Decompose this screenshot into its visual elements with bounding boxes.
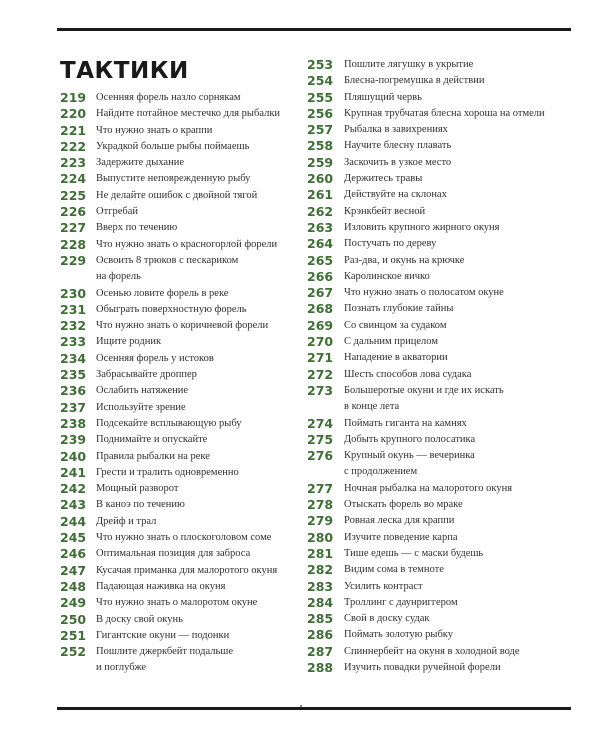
entry-title-line: Забрасывайте дроппер	[96, 369, 197, 381]
entry-number: 257	[307, 122, 334, 138]
contents-entry	[307, 106, 569, 122]
entry-number: 273	[307, 382, 334, 398]
entry-title	[344, 57, 569, 73]
entry-number: 243	[60, 497, 87, 513]
entry-title	[344, 171, 569, 187]
contents-entry	[307, 595, 569, 611]
entry-title-line: Мощный разворот	[96, 483, 179, 495]
entry-number: 253	[307, 57, 334, 72]
entry-number: 267	[307, 285, 334, 301]
entry-title	[96, 220, 292, 236]
entry-title	[344, 611, 569, 627]
entry-number: 263	[307, 219, 334, 235]
entry-number: 227	[60, 220, 87, 236]
entry-title-line: Обыграть поверхностную форель	[96, 303, 247, 315]
contents-entry	[60, 383, 292, 399]
contents-entry	[307, 546, 569, 562]
contents-entry	[60, 400, 292, 416]
entry-title-line: Научите блесну плавать	[344, 140, 452, 152]
entry-title	[344, 579, 569, 595]
contents-entry	[60, 334, 292, 350]
entry-title-line: С дальним прицелом	[344, 336, 438, 348]
entry-title	[344, 481, 569, 497]
entry-title-line: Вверх по течению	[96, 222, 178, 234]
entry-title	[96, 612, 292, 628]
entry-title	[344, 595, 569, 611]
contents-entry	[60, 449, 292, 465]
contents-entry	[307, 350, 569, 366]
entry-title-line: Задержите дыхание	[96, 157, 184, 169]
entry-title	[344, 318, 569, 334]
contents-entry	[60, 595, 292, 611]
entry-number: 283	[307, 578, 334, 594]
entry-number: 229	[60, 252, 87, 268]
contents-entry	[60, 579, 292, 595]
entry-number: 261	[307, 187, 334, 203]
entry-title	[344, 660, 569, 676]
entry-title	[96, 106, 292, 122]
entry-title-line: Выпустите неповрежденную рыбу	[96, 173, 251, 185]
contents-entry	[307, 253, 569, 269]
entry-title	[344, 155, 569, 171]
entry-title-line: Украдкой больше рыбы поймаешь	[96, 140, 250, 152]
entry-title	[96, 514, 292, 530]
entry-number: 248	[60, 578, 87, 594]
contents-entry	[60, 351, 292, 367]
entry-title	[96, 204, 292, 220]
entry-title	[344, 383, 569, 416]
contents-entry	[307, 416, 569, 432]
entry-number: 246	[60, 546, 87, 562]
contents-entry	[307, 448, 569, 481]
entry-title-line: Что нужно знать о малоротом окуне	[96, 597, 258, 609]
entry-number: 280	[307, 529, 334, 545]
entry-title-line: Осенняя форель назло сорнякам	[96, 92, 241, 103]
entry-number: 221	[60, 122, 87, 138]
entry-title	[344, 138, 569, 154]
top-rule	[57, 28, 571, 31]
contents-entry	[307, 187, 569, 203]
entry-title	[96, 286, 292, 302]
contents-entry	[307, 90, 569, 106]
contents-entry	[307, 122, 569, 138]
entry-title-line: Видим сома в темноте	[344, 564, 444, 576]
entry-title-line: Нападение в акватории	[344, 352, 448, 364]
entry-title-line: Познать глубокие тайны	[344, 303, 454, 315]
entry-title	[344, 448, 569, 481]
contents-entry	[307, 220, 569, 236]
contents-entry	[60, 465, 292, 481]
contents-entry	[307, 204, 569, 220]
contents-entry	[60, 171, 292, 187]
contents-entry	[60, 497, 292, 513]
entry-title	[96, 563, 292, 579]
entry-title-line: Большеротые окуни и где их искать	[344, 384, 504, 396]
bottom-rule	[57, 707, 571, 710]
contents-entry	[307, 644, 569, 660]
entry-title	[96, 497, 292, 513]
entry-title-line: Пляшущий червь	[344, 91, 422, 103]
contents-entry	[307, 269, 569, 285]
contents-entry	[307, 73, 569, 89]
entry-title-line: Отыскать форель во мраке	[344, 499, 463, 511]
entry-title-line: Что нужно знать о коричневой форели	[96, 320, 269, 332]
entry-title	[344, 644, 569, 660]
entry-title-line: Блесна-погремушка в действии	[344, 75, 485, 87]
entry-number: 278	[307, 497, 334, 513]
entry-title-line: Подсекайте всплывающую рыбу	[96, 417, 242, 429]
entry-number: 250	[60, 611, 87, 627]
entry-number: 286	[307, 627, 334, 643]
entry-title	[344, 187, 569, 203]
entry-title	[344, 627, 569, 643]
entry-number: 281	[307, 545, 334, 561]
entry-title-line: Освоить 8 трюков с пескариком	[96, 254, 239, 266]
entry-title-line: Со свинцом за судаком	[344, 319, 447, 331]
entry-title	[344, 301, 569, 317]
entry-number: 288	[307, 659, 334, 675]
entry-number: 279	[307, 513, 334, 529]
entry-number: 251	[60, 627, 87, 643]
entry-title	[96, 139, 292, 155]
entry-number: 256	[307, 105, 334, 121]
entry-number: 234	[60, 350, 87, 366]
entry-title-line: Постучать по дереву	[344, 238, 437, 250]
entry-title-line: Правила рыбалки на реке	[96, 450, 210, 462]
entry-number: 271	[307, 350, 334, 366]
contents-entry	[60, 188, 292, 204]
entry-number: 249	[60, 595, 87, 611]
entry-title	[344, 122, 569, 138]
contents-entry	[307, 513, 569, 529]
entry-title	[96, 302, 292, 318]
entry-number: 242	[60, 481, 87, 497]
entry-title-line: Что нужно знать о плоскоголовом соме	[96, 532, 272, 544]
entry-number: 240	[60, 448, 87, 464]
contents-entry	[60, 155, 292, 171]
entry-title	[96, 465, 292, 481]
entry-title	[344, 253, 569, 269]
entry-title-line: Изловить крупного жирного окуня	[344, 221, 500, 233]
entry-title	[96, 318, 292, 334]
entry-number: 238	[60, 415, 87, 431]
entry-title-line: Рыбалка в завихрениях	[344, 124, 448, 136]
entry-number: 247	[60, 562, 87, 578]
entry-title-line: с продолжением	[344, 466, 418, 478]
entry-title-line: и поглубже	[96, 662, 147, 674]
entry-title-line: Крупный окунь — вечеринка	[344, 450, 475, 462]
entry-title	[96, 481, 292, 497]
entry-title	[96, 432, 292, 448]
entry-number: 282	[307, 562, 334, 578]
entry-title	[344, 285, 569, 301]
entry-title	[96, 253, 292, 286]
entry-title-line: Что нужно знать о красногорлой форели	[96, 238, 278, 250]
entry-number: 232	[60, 318, 87, 334]
entry-number: 236	[60, 383, 87, 399]
entry-title-line: Оптимальная позиция для заброса	[96, 548, 251, 560]
entry-title-line: Раз-два, и окунь на крючке	[344, 254, 465, 266]
contents-entry	[60, 644, 292, 677]
contents-entry	[307, 660, 569, 676]
entry-number: 252	[60, 644, 87, 660]
entry-title-line: Ищите родник	[96, 336, 162, 348]
entry-title-line: В доску свой окунь	[96, 613, 183, 625]
entry-title	[344, 334, 569, 350]
entry-title	[344, 416, 569, 432]
entry-number: 276	[307, 448, 334, 464]
entry-number: 255	[307, 89, 334, 105]
entry-title	[344, 220, 569, 236]
entry-number: 225	[60, 187, 87, 203]
entry-number: 270	[307, 334, 334, 350]
entry-title-line: Кусачая приманка для малоротого окуня	[96, 564, 278, 576]
contents-entry	[307, 562, 569, 578]
contents-entry	[307, 497, 569, 513]
entry-title	[96, 155, 292, 171]
contents-entry	[307, 236, 569, 252]
entry-number: 265	[307, 252, 334, 268]
entry-title-line: Осенняя форель у истоков	[96, 352, 214, 364]
entry-number: 226	[60, 204, 87, 220]
entry-title-line: Используйте зрение	[96, 401, 186, 413]
entry-number: 220	[60, 106, 87, 122]
entry-title-line: Изучить повадки ручейной форели	[344, 661, 501, 673]
contents-entry	[60, 514, 292, 530]
entry-title	[344, 73, 569, 89]
entry-title-line: Пошлите джеркбейт подальше	[96, 646, 233, 658]
contents-entry	[307, 318, 569, 334]
entry-title	[96, 123, 292, 139]
contents-entry	[60, 204, 292, 220]
entry-number: 222	[60, 138, 87, 154]
entry-title-line: Действуйте на склонах	[344, 189, 447, 201]
entry-number: 269	[307, 317, 334, 333]
contents-entry	[307, 138, 569, 154]
entry-title-line: Держитесь травы	[344, 173, 423, 185]
contents-entry	[60, 563, 292, 579]
contents-entry	[60, 220, 292, 236]
entry-title	[96, 416, 292, 432]
entry-number: 262	[307, 203, 334, 219]
entry-title-line: Изучите поведение карпа	[344, 531, 458, 543]
contents-entry	[307, 579, 569, 595]
entry-number: 231	[60, 301, 87, 317]
entry-title	[344, 432, 569, 448]
entry-title-line: Что нужно знать о краппи	[96, 124, 213, 136]
contents-entry	[60, 286, 292, 302]
entry-title-line: Что нужно знать о полосатом окуне	[344, 287, 504, 299]
entry-title-line: Крэнкбейт весной	[344, 205, 426, 217]
entry-number: 223	[60, 155, 87, 171]
entry-title-line: на форель	[96, 271, 141, 283]
entry-number: 245	[60, 530, 87, 546]
contents-entry	[307, 285, 569, 301]
contents-entry	[307, 171, 569, 187]
entry-title-line: Ночная рыбалка на малоротого окуня	[344, 482, 513, 494]
entry-number: 254	[307, 73, 334, 89]
entry-number: 239	[60, 432, 87, 448]
contents-entry	[307, 301, 569, 317]
entry-title	[96, 530, 292, 546]
contents-column-left	[60, 90, 292, 677]
contents-entry	[307, 481, 569, 497]
contents-entry	[307, 530, 569, 546]
entry-title	[96, 171, 292, 187]
entry-title	[344, 513, 569, 529]
contents-entry	[60, 123, 292, 139]
entry-title-line: Гигантские окуни — подонки	[96, 629, 230, 641]
entry-number: 284	[307, 594, 334, 610]
entry-title	[344, 106, 569, 122]
entry-title-line: в конце лета	[344, 401, 400, 413]
contents-entry	[307, 383, 569, 416]
entry-number: 260	[307, 171, 334, 187]
entry-title	[344, 546, 569, 562]
entry-number: 224	[60, 171, 87, 187]
entry-number: 268	[307, 301, 334, 317]
entry-title	[96, 449, 292, 465]
entry-title	[96, 237, 292, 253]
contents-entry	[307, 57, 569, 73]
contents-entry	[60, 416, 292, 432]
entry-title	[344, 350, 569, 366]
entry-number: 285	[307, 611, 334, 627]
entry-number: 235	[60, 367, 87, 383]
entry-title-line: Троллинг с даунриггером	[344, 596, 458, 608]
contents-entry	[60, 530, 292, 546]
contents-entry	[307, 367, 569, 383]
entry-number: 264	[307, 236, 334, 252]
entry-number: 241	[60, 464, 87, 480]
entry-title	[96, 334, 292, 350]
contents-entry	[307, 611, 569, 627]
entry-title-line: Ослабить натяжение	[96, 385, 189, 397]
contents-entry	[60, 106, 292, 122]
entry-title	[96, 351, 292, 367]
contents-entry	[60, 546, 292, 562]
entry-number: 258	[307, 138, 334, 154]
contents-entry	[60, 253, 292, 286]
entry-title-line: Поднимайте и опускайте	[96, 434, 208, 446]
contents-entry	[60, 139, 292, 155]
contents-entry	[60, 628, 292, 644]
entry-number: 237	[60, 399, 87, 415]
entry-number: 259	[307, 154, 334, 170]
contents-entry	[307, 334, 569, 350]
entry-title	[344, 367, 569, 383]
entry-title-line: Крупная трубчатая блесна хороша на отмели	[344, 107, 545, 119]
entry-title-line: Поймать гиганта на камнях	[344, 417, 467, 429]
entry-number: 230	[60, 285, 87, 301]
section-title: ТАКТИКИ	[60, 58, 189, 84]
entry-title	[344, 497, 569, 513]
entry-title-line: Усилить контраст	[344, 580, 423, 592]
contents-entry	[60, 432, 292, 448]
contents-entry	[60, 302, 292, 318]
entry-title	[96, 595, 292, 611]
entry-number: 228	[60, 236, 87, 252]
entry-title-line: Тише едешь — с маски будешь	[344, 547, 484, 559]
contents-entry	[60, 367, 292, 383]
contents-entry	[60, 90, 292, 106]
entry-title	[96, 367, 292, 383]
entry-title-line: Грести и тралить одновременно	[96, 466, 239, 478]
entry-number: 233	[60, 334, 87, 350]
entry-title-line: Каролинское яичко	[344, 270, 430, 282]
contents-entry	[307, 627, 569, 643]
entry-title	[96, 628, 292, 644]
entry-number: 266	[307, 268, 334, 284]
entry-title	[96, 90, 292, 106]
entry-title-line: Дрейф и трал	[96, 515, 157, 527]
entry-number: 275	[307, 431, 334, 447]
entry-title-line: Заскочить в узкое место	[344, 156, 452, 168]
entry-title-line: Найдите потайное местечко для рыбалки	[96, 108, 281, 120]
entry-title-line: Пошлите лягушку в укрытие	[344, 59, 474, 70]
entry-title-line: Осенью ловите форель в реке	[96, 287, 229, 299]
entry-title	[96, 400, 292, 416]
entry-title-line: Спиннербейт на окуня в холодной воде	[344, 645, 520, 657]
entry-title-line: Шесть способов лова судака	[344, 368, 472, 380]
entry-title	[344, 530, 569, 546]
contents-entry	[307, 432, 569, 448]
entry-title-line: Отгребай	[96, 206, 139, 218]
entry-title-line: Добыть крупного полосатика	[344, 433, 476, 445]
contents-column-right	[307, 57, 569, 676]
entry-number: 272	[307, 366, 334, 382]
entry-title	[96, 188, 292, 204]
entry-title	[96, 579, 292, 595]
entry-title	[344, 204, 569, 220]
contents-entry	[60, 612, 292, 628]
entry-title-line: Не делайте ошибок с двойной тягой	[96, 189, 258, 201]
entry-title	[96, 644, 292, 677]
entry-title	[344, 236, 569, 252]
page-fold-mark	[300, 705, 302, 707]
entry-number: 219	[60, 90, 87, 105]
entry-number: 244	[60, 513, 87, 529]
entry-number: 287	[307, 643, 334, 659]
entry-title-line: Свой в доску судак	[344, 613, 430, 625]
contents-entry	[60, 481, 292, 497]
entry-title-line: Ровная леска для краппи	[344, 515, 455, 527]
entry-number: 277	[307, 480, 334, 496]
entry-title	[344, 90, 569, 106]
entry-title	[96, 383, 292, 399]
entry-title	[96, 546, 292, 562]
entry-title-line: Поймать золотую рыбку	[344, 629, 453, 641]
contents-entry	[307, 155, 569, 171]
contents-entry	[60, 318, 292, 334]
entry-title-line: В каноэ по течению	[96, 499, 185, 511]
entry-number: 274	[307, 415, 334, 431]
contents-entry	[60, 237, 292, 253]
entry-title-line: Падающая наживка на окуня	[96, 580, 226, 592]
entry-title	[344, 269, 569, 285]
entry-title	[344, 562, 569, 578]
